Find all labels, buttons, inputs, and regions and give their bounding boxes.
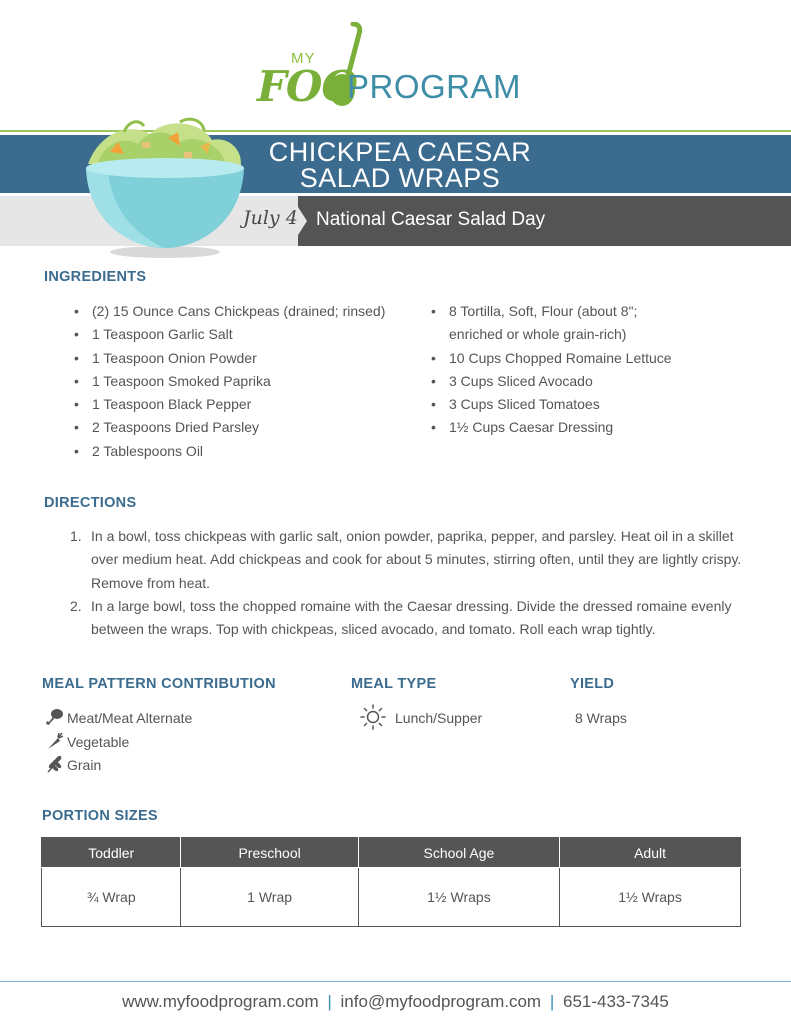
column-header: Adult bbox=[560, 838, 741, 868]
salad-bowl-image bbox=[80, 112, 250, 260]
table-cell: ¾ Wrap bbox=[42, 868, 181, 927]
meal-type-value: Lunch/Supper bbox=[395, 710, 483, 726]
logo-my: MY bbox=[291, 50, 316, 67]
table-cell: 1 Wrap bbox=[181, 868, 358, 927]
yield-heading: YIELD bbox=[570, 676, 615, 692]
list-item: • 3 Cups Sliced Avocado bbox=[419, 370, 749, 393]
meal-pattern-heading: MEAL PATTERN CONTRIBUTION bbox=[42, 676, 276, 692]
list-item: • (2) 15 Ounce Cans Chickpeas (drained; rinsed) bbox=[62, 300, 422, 323]
sun-icon bbox=[360, 704, 386, 730]
meal-type-heading: MEAL TYPE bbox=[351, 676, 437, 692]
list-item: • 3 Cups Sliced Tomatoes bbox=[419, 393, 749, 416]
logo bbox=[255, 22, 545, 110]
ingredients-list-left bbox=[62, 300, 422, 463]
yield-value: 8 Wraps bbox=[575, 710, 627, 726]
directions-heading: DIRECTIONS bbox=[44, 495, 137, 511]
directions-list bbox=[70, 525, 760, 641]
portion-sizes-heading: PORTION SIZES bbox=[42, 808, 158, 824]
step-number: 1. bbox=[70, 528, 82, 544]
list-item: • 1 Teaspoon Garlic Salt bbox=[62, 323, 422, 346]
direction-step bbox=[70, 525, 760, 595]
portion-sizes-table bbox=[41, 837, 741, 927]
meal-pattern-item: Grain bbox=[67, 757, 102, 773]
carrot-icon bbox=[46, 732, 64, 750]
logo-food: FOO bbox=[257, 62, 357, 111]
table-header-row bbox=[42, 838, 741, 868]
list-item: • 1 Teaspoon Black Pepper bbox=[62, 393, 422, 416]
table-cell: 1½ Wraps bbox=[358, 868, 559, 927]
date-label: July 4 bbox=[243, 207, 298, 229]
meal-pattern-item: Vegetable bbox=[67, 734, 130, 750]
footer-email-link[interactable]: info@myfoodprogram.com bbox=[340, 992, 542, 1011]
footer-rule bbox=[0, 981, 791, 982]
column-header: Toddler bbox=[42, 838, 181, 868]
footer bbox=[0, 992, 791, 1012]
recipe-title-line2: SALAD WRAPS bbox=[299, 163, 501, 193]
list-item: • 2 Teaspoons Dried Parsley bbox=[62, 416, 422, 439]
footer-separator: | bbox=[549, 992, 555, 1011]
column-header: Preschool bbox=[181, 838, 358, 868]
list-item: • 1 Teaspoon Onion Powder bbox=[62, 347, 422, 370]
table-row bbox=[42, 868, 741, 927]
column-header: School Age bbox=[358, 838, 559, 868]
footer-phone: 651-433-7345 bbox=[562, 992, 669, 1011]
recipe-title bbox=[190, 139, 610, 191]
drumstick-icon bbox=[46, 708, 64, 726]
day-name: National Caesar Salad Day bbox=[316, 209, 546, 230]
ingredients-list-right bbox=[419, 300, 749, 440]
recipe-title-line1: CHICKPEA CAESAR bbox=[268, 137, 532, 167]
list-item: • 8 Tortilla, Soft, Flour (about 8"; bbox=[419, 300, 749, 323]
step-text: In a large bowl, toss the chopped romaine with the Caesar dressing. Divide the dressed romaine evenly between the wraps. Top with chickpeas, sliced avocado, and tomato. Roll each wrap tightly. bbox=[91, 597, 732, 638]
list-item: • 1½ Cups Caesar Dressing bbox=[419, 416, 749, 439]
footer-website-link[interactable]: www.myfoodprogram.com bbox=[122, 992, 319, 1011]
table-cell: 1½ Wraps bbox=[560, 868, 741, 927]
list-item: • 2 Tablespoons Oil bbox=[62, 440, 422, 463]
footer-separator: | bbox=[327, 992, 332, 1011]
step-text: In a bowl, toss chickpeas with garlic salt, onion powder, paprika, pepper, and parsley. Heat oil in a skillet over medium heat. Add chickpeas and cook for about 5 minutes, stirring often, until they are lightly crispy. Remove from heat. bbox=[91, 528, 742, 591]
list-item-continuation: enriched or whole grain-rich) bbox=[449, 326, 627, 343]
step-number: 2. bbox=[70, 597, 82, 614]
wheat-icon bbox=[46, 755, 64, 773]
list-item: • 10 Cups Chopped Romaine Lettuce bbox=[419, 347, 749, 370]
list-item: • 1 Teaspoon Smoked Paprika bbox=[62, 370, 422, 393]
ingredients-heading: INGREDIENTS bbox=[44, 269, 147, 285]
meal-pattern-item: Meat/Meat Alternate bbox=[67, 710, 193, 726]
direction-step bbox=[70, 595, 760, 642]
logo-program: PROGRAM bbox=[347, 68, 522, 105]
